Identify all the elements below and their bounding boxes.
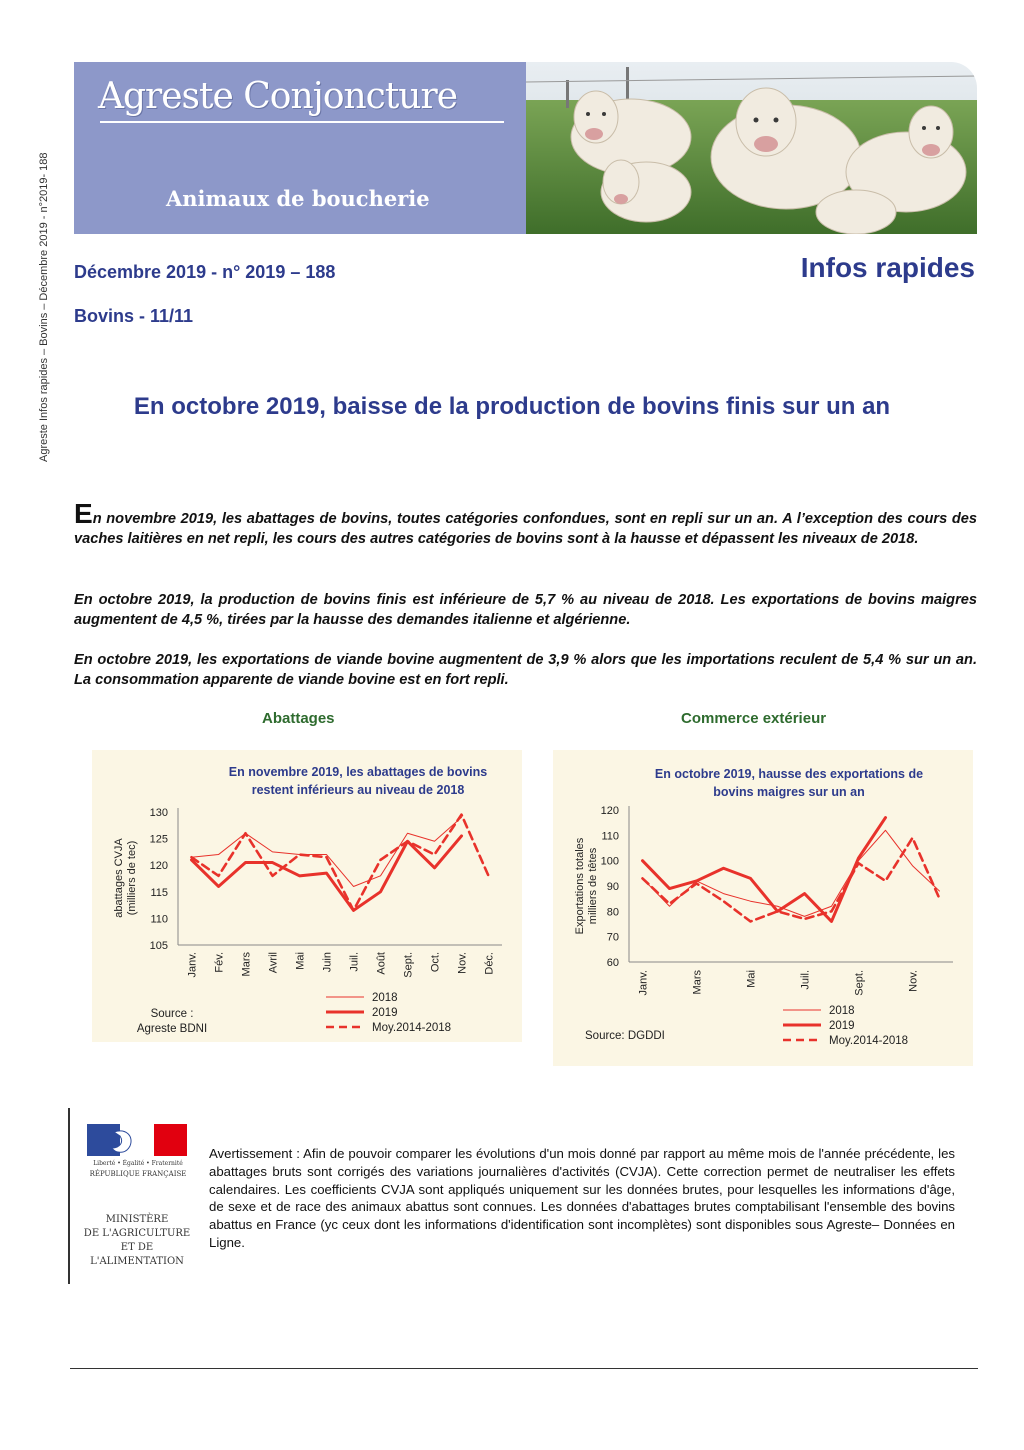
summary-paragraph-3: En octobre 2019, les exportations de viande bovine augmentent de 3,9 % alors que les importations reculent de 5,4 % sur un an. La consommation apparente de viande bovine est en fort repli. — [74, 652, 977, 688]
legend-label: 2018 — [829, 1005, 855, 1017]
chart-commerce-svg — [553, 750, 973, 1066]
x-tick-label: Janv. — [186, 952, 199, 978]
legend-label: Moy.2014-2018 — [829, 1035, 909, 1047]
legend-label: 2019 — [372, 1007, 398, 1019]
section-title-commerce: Commerce extérieur — [681, 710, 827, 727]
x-tick-label: Janv. — [637, 970, 650, 996]
y-axis-label: (milliers de tec) — [126, 840, 138, 916]
x-tick-label: Déc. — [483, 952, 496, 975]
y-tick-label: 90 — [606, 881, 619, 893]
y-tick-label: 125 — [149, 833, 168, 846]
marianne-logo-icon — [70, 1118, 204, 1198]
chart-title-line: bovins maigres sur un an — [713, 785, 865, 799]
x-tick-label: Fév. — [213, 952, 226, 973]
chart-title-line: En octobre 2019, hausse des exportations de — [654, 767, 924, 781]
ministry-line-1: MINISTÈRE — [105, 1214, 169, 1225]
chart-title-line: En novembre 2019, les abattages de bovins — [228, 765, 488, 779]
x-tick-label: Mars — [240, 952, 253, 977]
x-tick-label: Juin — [321, 952, 334, 973]
legend-label: 2019 — [829, 1020, 855, 1032]
ministry-logo — [68, 1108, 204, 1284]
series-line-Moy20142018 — [643, 838, 940, 922]
y-axis-label: Exportations totales — [574, 837, 586, 935]
agreste-logo: Agreste Conjoncture — [98, 76, 457, 117]
x-tick-label: Avril — [267, 952, 280, 974]
y-tick-label: 70 — [606, 931, 619, 944]
x-tick-label: Oct. — [429, 952, 442, 973]
y-tick-label: 120 — [149, 860, 168, 873]
rubrique-label: Bovins - 11/11 — [74, 306, 194, 326]
x-tick-label: Nov. — [456, 952, 469, 974]
chart-title-line: restent inférieurs au niveau de 2018 — [251, 783, 465, 797]
y-axis-label: milliers de têtes — [587, 847, 599, 925]
cattle-photo-icon — [526, 62, 977, 234]
y-tick-label: 60 — [606, 957, 619, 969]
y-tick-label: 110 — [150, 913, 168, 926]
x-tick-label: Sept. — [853, 970, 866, 996]
issue-number: Décembre 2019 - n° 2019 – 188 — [74, 262, 336, 282]
sidebar-publication-reference: Agreste Infos rapides – Bovins – Décembre 2019 - n°2019- 188 — [38, 152, 50, 462]
legend-label: Moy.2014-2018 — [372, 1022, 452, 1034]
series-line-Moy20142018 — [192, 815, 489, 911]
x-tick-label: Nov. — [907, 970, 920, 992]
chart-source: Agreste BDNI — [136, 1023, 208, 1035]
x-tick-label: Juil. — [348, 952, 361, 972]
y-tick-label: 120 — [600, 805, 619, 817]
chart-abattages-svg — [92, 750, 522, 1042]
section-title-abattages: Abattages — [262, 710, 335, 727]
y-tick-label: 100 — [600, 855, 619, 868]
paragraph-1-text: n novembre 2019, les abattages de bovins, toutes catégories confondues, sont en repli sur un an. A l’exception des cours des vaches laitières en net repli, les cours des autres catégories de bovins sont à la hausse et dépassent les niveaux de 2018. — [74, 511, 977, 547]
series-title: Infos rapides — [800, 252, 975, 283]
x-tick-label: Sept. — [402, 952, 415, 978]
x-tick-label: Mai — [294, 952, 307, 970]
chart-source: Source: DGDDI — [585, 1030, 665, 1042]
ministry-republique: RÉPUBLIQUE FRANÇAISE — [89, 1170, 187, 1178]
y-tick-label: 115 — [150, 886, 168, 899]
y-tick-label: 80 — [606, 906, 619, 919]
ministry-line-2: DE L'AGRICULTURE — [83, 1228, 191, 1239]
ministry-line-3: ET DE — [120, 1242, 154, 1253]
y-axis-label: abattages CVJA — [113, 838, 125, 918]
x-tick-label: Août — [375, 952, 388, 975]
y-tick-label: 105 — [149, 940, 168, 952]
page-title: En octobre 2019, baisse de la production de bovins finis sur un an — [133, 393, 891, 420]
series-line-2019 — [643, 818, 886, 922]
ministry-motto: Liberté • Égalité • Fraternité — [93, 1160, 183, 1167]
y-tick-label: 130 — [149, 807, 168, 819]
y-tick-label: 110 — [601, 830, 619, 843]
header-banner — [74, 62, 977, 234]
bottom-divider — [70, 1368, 978, 1369]
x-tick-label: Juil. — [799, 970, 812, 990]
legend-label: 2018 — [372, 992, 398, 1004]
warning-notice: Avertissement : Afin de pouvoir comparer les évolutions d'un mois donné par rapport au même mois de l'année précédente, les abattages bruts sont corrigés des variations journalières d'activités (CVJA). Cette correction permet de neutraliser les effets calendaires. Les coefficients CVJA sont appliqués uniquement sur les données brutes, pour lesquelles les informations d'âge, de sexe et de race des animaux abattus sont connues. Les données d'abattages brutes comptabilisant l'ensemble des bovins abattus en France (yc ceux dont les informations d'identification sont incomplètes) sont disponibles sous Agreste– Données en Ligne. — [209, 1146, 955, 1250]
banner-title-panel — [74, 62, 526, 234]
summary-paragraph-2: En octobre 2019, la production de bovins finis est inférieure de 5,7 % au niveau de 2018. Les exportations de bovins maigres augmentent de 4,5 %, tirées par la hausse des demandes italienne et algérienne. — [74, 592, 977, 628]
chart-commerce — [553, 750, 973, 1066]
logo-underline — [100, 121, 504, 123]
drop-cap: E — [74, 498, 93, 529]
chart-abattages — [92, 750, 522, 1042]
chart-source: Source : — [150, 1008, 194, 1020]
ministry-line-4: L'ALIMENTATION — [90, 1256, 184, 1267]
x-tick-label: Mars — [691, 970, 704, 995]
summary-paragraph-1 — [74, 498, 977, 549]
x-tick-label: Mai — [745, 970, 758, 988]
banner-subtitle: Animaux de boucherie — [166, 186, 430, 211]
